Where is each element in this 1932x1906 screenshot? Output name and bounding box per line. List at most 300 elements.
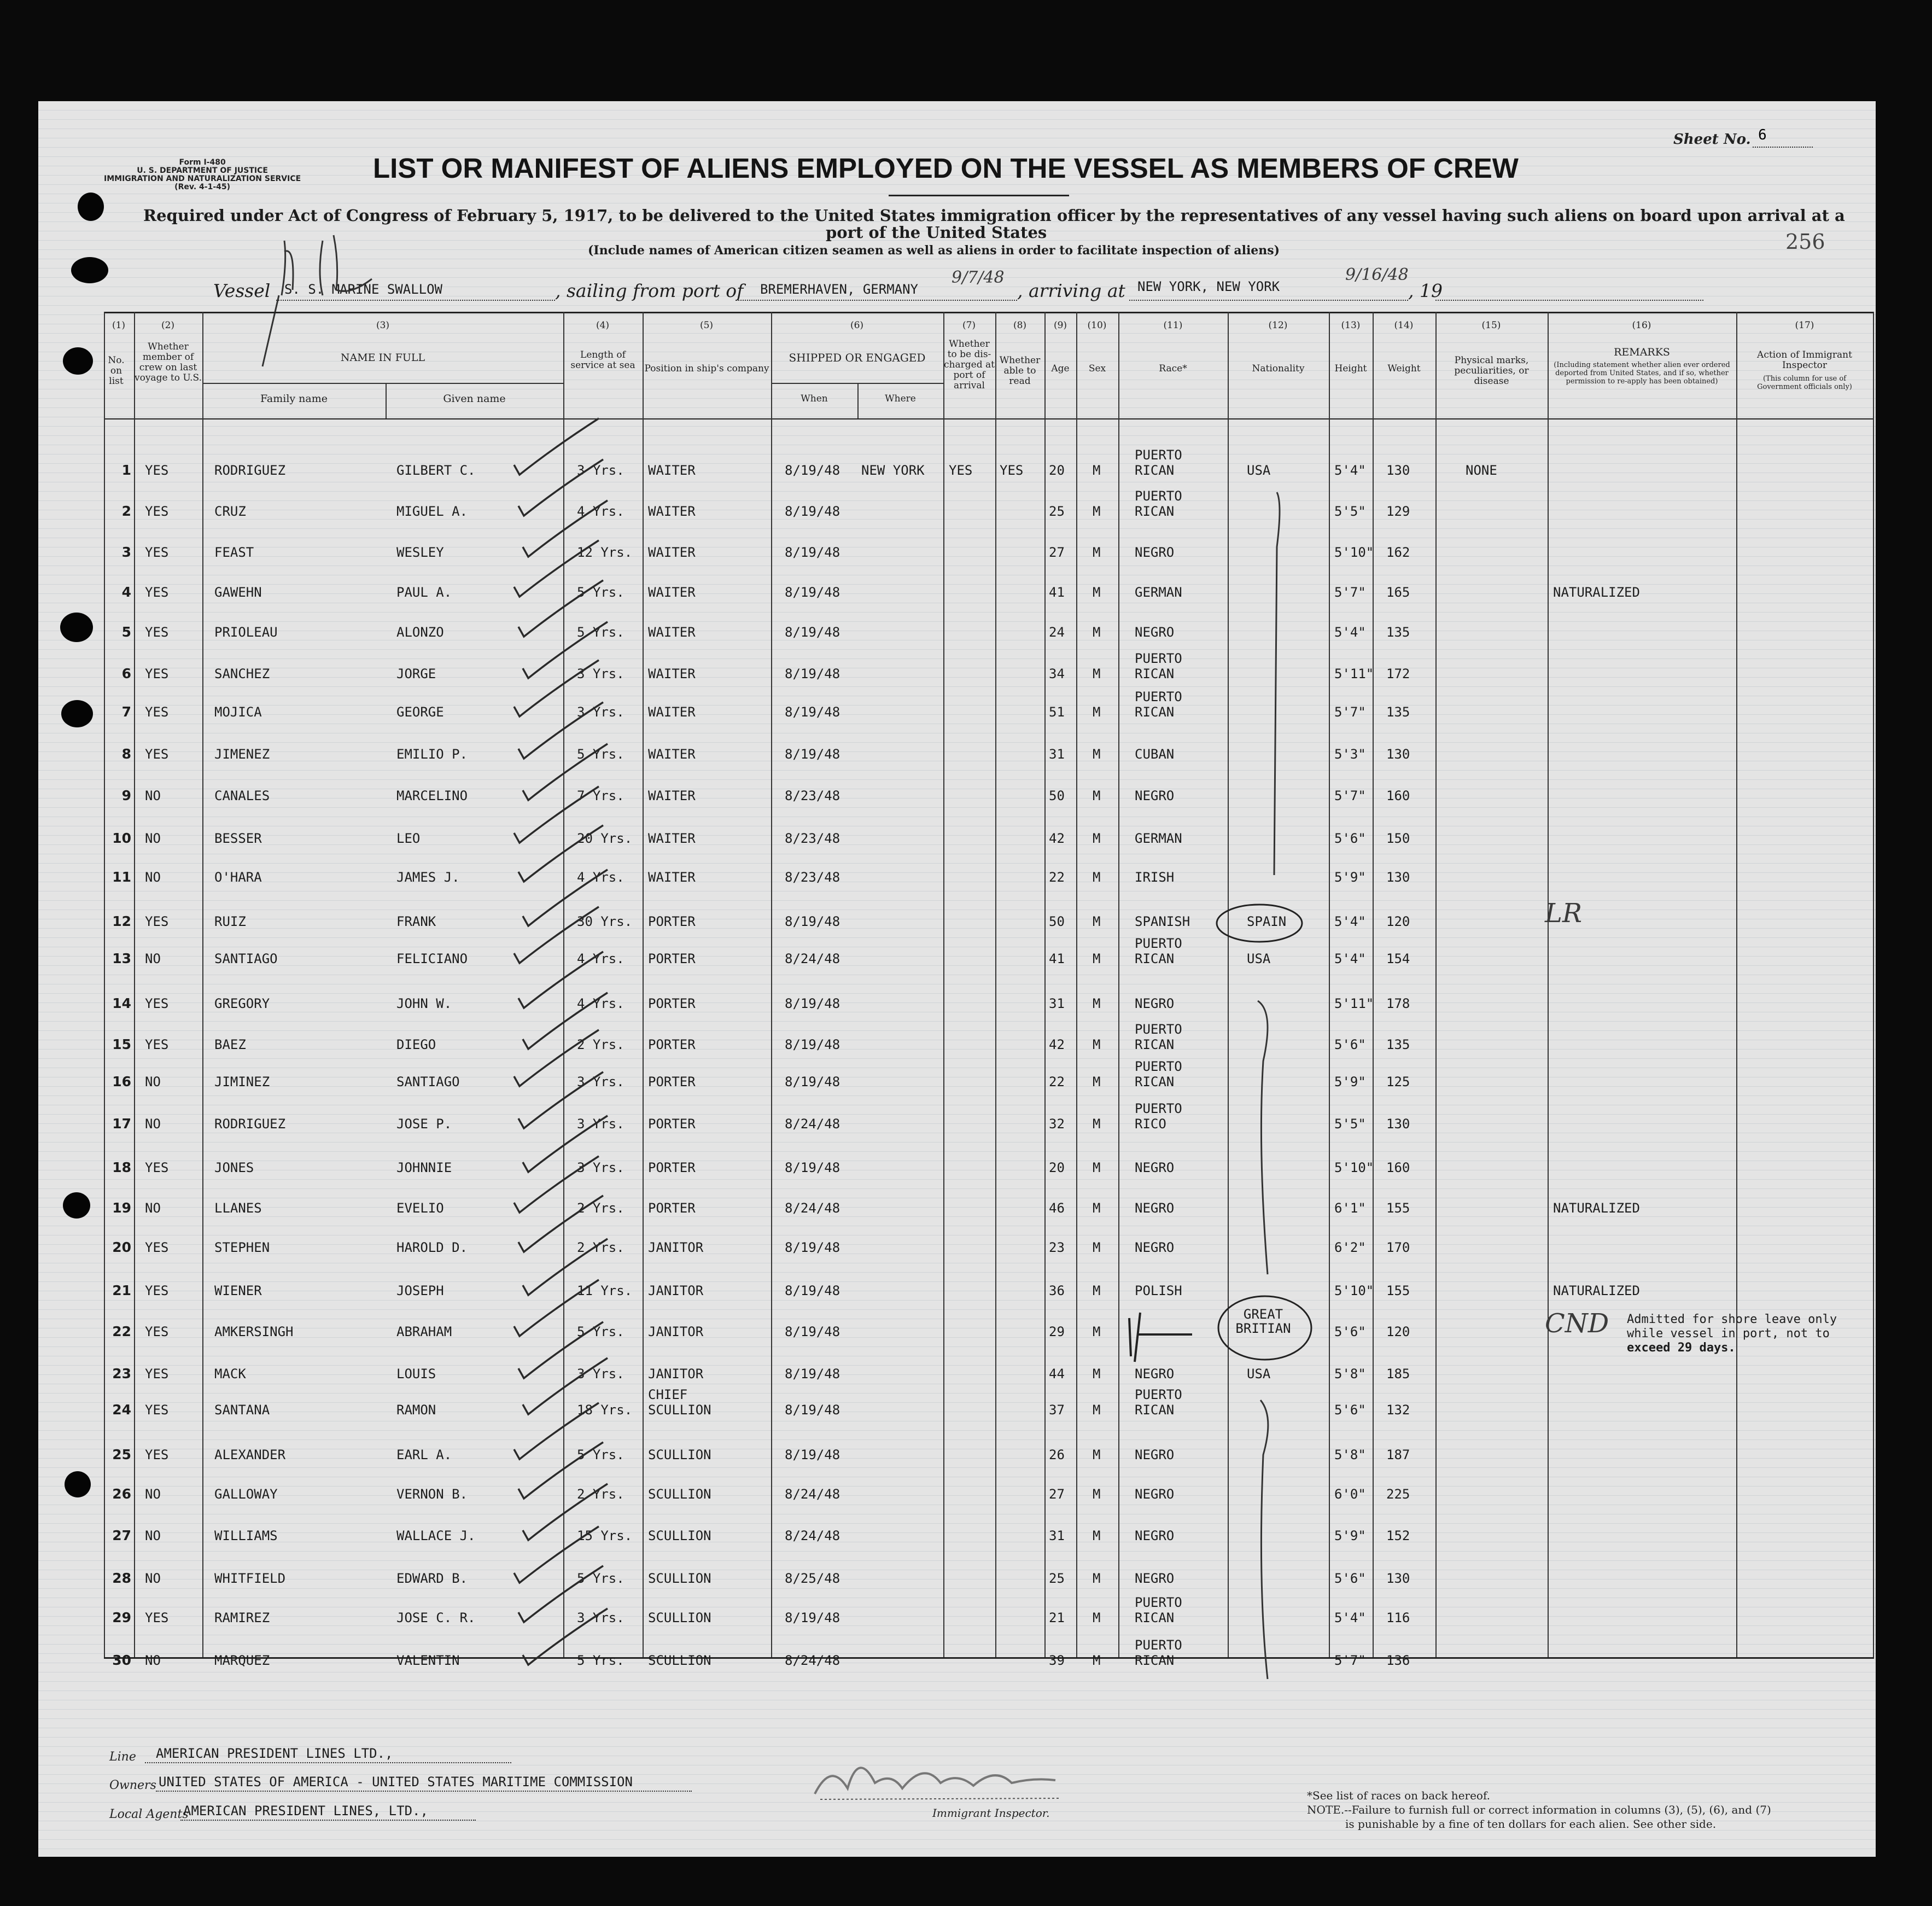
cell-last: NO (145, 1571, 161, 1586)
cell-service: 11 Yrs. (577, 1283, 633, 1298)
col-header-where: Where (885, 393, 916, 404)
cell-given: LEO (396, 831, 421, 846)
col-header-sex: Sex (1088, 363, 1106, 374)
requirement-line-1: Required under Act of Congress of February 5, 1917, to be delivered to the United States immigration officer by the representatives of any vessel having such aliens on board upon arrival at a (143, 206, 1845, 225)
cell-family: RODRIGUEZ (214, 463, 286, 478)
cell-when: 8/19/48 (785, 914, 840, 929)
page-number: 256 (1785, 230, 1825, 254)
cell-family: JIMENEZ (214, 747, 270, 762)
cell-no: 29 (112, 1610, 131, 1625)
agents-underline (180, 1820, 476, 1821)
agents-value: AMERICAN PRESIDENT LINES, LTD., (183, 1803, 428, 1818)
cell-race: PUERTO RICAN (1135, 447, 1182, 478)
cell-family: JONES (214, 1160, 254, 1175)
cell-when: 8/19/48 (785, 1366, 840, 1382)
cell-age: 42 (1049, 1037, 1065, 1052)
cell-sex: M (1093, 914, 1101, 929)
cell-family: MOJICA (214, 704, 262, 720)
cell-race: NEGRO (1135, 1160, 1175, 1175)
owners-label: Owners (109, 1779, 156, 1792)
cell-position: WAITER (648, 666, 696, 681)
arriving-port: NEW YORK, NEW YORK (1137, 279, 1280, 294)
cell-race: POLISH (1135, 1283, 1182, 1298)
cell-service: 3 Yrs. (577, 704, 624, 720)
cell-weight: 155 (1386, 1200, 1410, 1216)
cell-last: YES (145, 1240, 169, 1255)
cell-height: 5'4" (1334, 951, 1366, 966)
cell-height: 5'4" (1334, 625, 1366, 640)
cell-weight: 116 (1386, 1610, 1410, 1625)
note-text-1: --Failure to furnish full or correct information in columns (3), (5), (6), and (7) (1344, 1803, 1771, 1816)
cell-given: JOHNNIE (396, 1160, 452, 1175)
cell-race: NEGRO (1135, 996, 1175, 1011)
cell-given: FRANK (396, 914, 436, 929)
cell-when: 8/19/48 (785, 1037, 840, 1052)
column-number: (7) (962, 320, 976, 331)
cell-sex: M (1093, 1074, 1101, 1089)
cell-service: 18 Yrs. (577, 1402, 633, 1418)
col-header-inspector-sub: (This column for use of Government officials only) (1757, 375, 1852, 391)
cell-no: 6 (121, 666, 131, 681)
cell-service: 2 Yrs. (577, 1240, 624, 1255)
cell-height: 5'8" (1334, 1447, 1366, 1462)
cell-family: GALLOWAY (214, 1487, 278, 1502)
cell-sex: M (1093, 788, 1101, 803)
cell-weight: 130 (1386, 1571, 1410, 1586)
cell-nationality: SPAIN (1247, 914, 1287, 929)
cell-weight: 155 (1386, 1283, 1410, 1298)
cell-position: WAITER (648, 504, 696, 519)
cell-age: 20 (1049, 1160, 1065, 1175)
cell-race: GERMAN (1135, 585, 1182, 600)
cell-when: 8/19/48 (785, 504, 840, 519)
cell-race: PUERTO RICAN (1135, 936, 1182, 966)
cell-given: EVELIO (396, 1200, 444, 1216)
cell-height: 5'6" (1334, 1037, 1366, 1052)
cell-last: YES (145, 1447, 169, 1462)
cell-age: 24 (1049, 625, 1065, 640)
form-dept: U. S. DEPARTMENT OF JUSTICE (137, 166, 268, 175)
cell-height: 5'5" (1334, 504, 1366, 519)
cell-age: 44 (1049, 1366, 1065, 1382)
cell-race: NEGRO (1135, 1200, 1175, 1216)
cell-when: 8/24/48 (785, 1487, 840, 1502)
cell-height: 5'4" (1334, 1610, 1366, 1625)
cell-family: AMKERSINGH (214, 1324, 294, 1339)
arriving-label: , arriving at (1017, 280, 1125, 301)
cell-last: NO (145, 1200, 161, 1216)
column-number: (6) (850, 320, 864, 331)
cell-position: SCULLION (648, 1610, 711, 1625)
cell-height: 5'10" (1334, 545, 1374, 560)
cell-last: NO (145, 1074, 161, 1089)
cell-given: RAMON (396, 1402, 436, 1418)
cell-weight: 185 (1386, 1366, 1410, 1382)
cell-race: GERMAN (1135, 831, 1182, 846)
cell-when: 8/19/48 (785, 625, 840, 640)
cell-service: 2 Yrs. (577, 1200, 624, 1216)
column-number: (2) (161, 320, 175, 331)
cell-weight: 152 (1386, 1528, 1410, 1543)
cell-service: 5 Yrs. (577, 747, 624, 762)
cell-when: 8/24/48 (785, 1200, 840, 1216)
cell-position: WAITER (648, 831, 696, 846)
cell-marks: NONE (1466, 463, 1497, 478)
cell-position: JANITOR (648, 1240, 704, 1255)
cell-no: 23 (112, 1366, 131, 1382)
cell-no: 13 (112, 951, 131, 966)
cell-family: PRIOLEAU (214, 625, 278, 640)
cell-when: 8/19/48 (785, 585, 840, 600)
cell-when: 8/25/48 (785, 1571, 840, 1586)
cell-given: MIGUEL A. (396, 504, 468, 519)
cell-last: YES (145, 747, 169, 762)
cell-service: 2 Yrs. (577, 1487, 624, 1502)
cell-when: 8/19/48 (785, 463, 840, 478)
cell-position: PORTER (648, 1200, 696, 1216)
cell-no: 22 (112, 1324, 131, 1339)
cell-last: YES (145, 666, 169, 681)
cell-family: MACK (214, 1366, 246, 1382)
cell-position: SCULLION (648, 1653, 711, 1668)
cell-given: JOSE P. (396, 1116, 452, 1132)
sailing-date: 9/7/48 (952, 268, 1005, 287)
cell-family: GAWEHN (214, 585, 262, 600)
cell-age: 31 (1049, 996, 1065, 1011)
cell-when: 8/19/48 (785, 545, 840, 560)
cell-sex: M (1093, 1037, 1101, 1052)
cell-no: 18 (112, 1159, 131, 1175)
cell-given: SANTIAGO (396, 1074, 460, 1089)
cell-age: 22 (1049, 1074, 1065, 1089)
cell-sex: M (1093, 504, 1101, 519)
cell-service: 3 Yrs. (577, 1160, 624, 1175)
cell-service: 30 Yrs. (577, 914, 633, 929)
cell-race: PUERTO RICAN (1135, 1387, 1182, 1418)
cell-height: 5'9" (1334, 870, 1366, 885)
cell-weight: 135 (1386, 1037, 1410, 1052)
cell-no: 9 (121, 788, 131, 803)
cell-age: 29 (1049, 1324, 1065, 1339)
cell-no: 15 (112, 1036, 131, 1052)
cell-last: YES (145, 1610, 169, 1625)
cell-last: NO (145, 1653, 161, 1668)
cell-last: YES (145, 1324, 169, 1339)
cell-height: 5'6" (1334, 1324, 1366, 1339)
cell-height: 5'9" (1334, 1074, 1366, 1089)
races-note: *See list of races on back hereof. (1307, 1789, 1491, 1802)
cell-position: PORTER (648, 951, 696, 966)
cell-position: PORTER (648, 1074, 696, 1089)
column-number: (12) (1268, 320, 1288, 331)
cell-weight: 135 (1386, 625, 1410, 640)
cell-position: SCULLION (648, 1528, 711, 1543)
cell-sex: M (1093, 1610, 1101, 1625)
cell-sex: M (1093, 666, 1101, 681)
cell-service: 15 Yrs. (577, 1528, 633, 1543)
cell-no: 16 (112, 1074, 131, 1089)
cell-when: 8/23/48 (785, 831, 840, 846)
line-underline (145, 1762, 511, 1763)
cell-sex: M (1093, 1160, 1101, 1175)
cell-remarks: LR (1545, 898, 1583, 929)
cell-nationality: GREAT BRITIAN (1235, 1307, 1291, 1336)
column-number: (5) (699, 320, 714, 331)
cell-sex: M (1093, 1116, 1101, 1132)
cell-given: ALONZO (396, 625, 444, 640)
cell-age: 27 (1049, 1487, 1065, 1502)
cell-given: VALENTIN (396, 1653, 460, 1668)
col-header-shipped: SHIPPED OR ENGAGED (789, 351, 926, 364)
cell-age: 36 (1049, 1283, 1065, 1298)
cell-race: NEGRO (1135, 788, 1175, 803)
cell-race: PUERTO RICAN (1135, 651, 1182, 681)
cell-service: 20 Yrs. (577, 831, 633, 846)
cell-given: JORGE (396, 666, 436, 681)
page-title: LIST OR MANIFEST OF ALIENS EMPLOYED ON THE VESSEL AS MEMBERS OF CREW (373, 153, 1519, 184)
cell-given: LOUIS (396, 1366, 436, 1382)
cell-service: 5 Yrs. (577, 1571, 624, 1586)
cell-weight: 170 (1386, 1240, 1410, 1255)
sailing-port: BREMERHAVEN, GERMANY (760, 282, 918, 297)
note-label: NOTE. (1307, 1803, 1345, 1816)
cell-when: 8/19/48 (785, 666, 840, 681)
fine-note-2: is punishable by a fine of ten dollars for each alien. See other side. (1345, 1817, 1717, 1831)
cell-height: 5'5" (1334, 1116, 1366, 1132)
cell-remarks: NATURALIZED (1553, 585, 1640, 600)
cell-last: NO (145, 870, 161, 885)
cell-when: 8/19/48 (785, 704, 840, 720)
cell-last: YES (145, 625, 169, 640)
cell-no: 5 (121, 624, 131, 640)
column-number: (14) (1394, 320, 1414, 331)
row22-remark-typed-3: exceed 29 days. (1627, 1341, 1736, 1355)
column-number: (8) (1013, 320, 1027, 331)
cell-family: BESSER (214, 831, 262, 846)
cell-service: 4 Yrs. (577, 504, 624, 519)
cell-age: 34 (1049, 666, 1065, 681)
cell-when: 8/23/48 (785, 870, 840, 885)
col-header-remarks-sub: (Including statement whether alien ever ordered deported from United States, and if so, whether permission to re-apply has been obtained) (1554, 361, 1730, 386)
cell-when: 8/19/48 (785, 1610, 840, 1625)
cell-no: 26 (112, 1486, 131, 1502)
cell-height: 5'6" (1334, 831, 1366, 846)
cell-family: SANTANA (214, 1402, 270, 1418)
cell-weight: 160 (1386, 1160, 1410, 1175)
cell-age: 20 (1049, 463, 1065, 478)
cell-when: 8/19/48 (785, 1240, 840, 1255)
cell-last: YES (145, 1160, 169, 1175)
column-number: (10) (1087, 320, 1107, 331)
col-header-name: NAME IN FULL (340, 352, 425, 364)
cell-age: 22 (1049, 870, 1065, 885)
cell-when: 8/19/48 (785, 1160, 840, 1175)
cell-weight: 130 (1386, 463, 1410, 478)
cell-no: 3 (121, 544, 131, 560)
cell-height: 5'9" (1334, 1528, 1366, 1543)
cell-when: 8/24/48 (785, 951, 840, 966)
cell-height: 6'2" (1334, 1240, 1366, 1255)
cell-when: 8/24/48 (785, 1528, 840, 1543)
cell-height: 6'1" (1334, 1200, 1366, 1216)
column-number: (3) (376, 320, 390, 331)
cell-last: NO (145, 1116, 161, 1132)
cell-sex: M (1093, 951, 1101, 966)
cell-sex: M (1093, 870, 1101, 885)
cell-sex: M (1093, 1366, 1101, 1382)
cell-age: 51 (1049, 704, 1065, 720)
row22-remark-typed-1: Admitted for shore leave only (1627, 1313, 1837, 1326)
cell-position: PORTER (648, 1037, 696, 1052)
owners-value: UNITED STATES OF AMERICA - UNITED STATES MARITIME COMMISSION (159, 1774, 633, 1790)
cell-when: 8/19/48 (785, 1402, 840, 1418)
col-header-last-voyage: Whether member of crew on last voyage to U.S. (134, 341, 202, 383)
cell-last: YES (145, 585, 169, 600)
column-number: (13) (1341, 320, 1361, 331)
col-header-race: Race* (1159, 363, 1187, 374)
year-label: , 19 (1408, 280, 1443, 301)
cell-no: 24 (112, 1402, 131, 1418)
cell-height: 5'11" (1334, 996, 1374, 1011)
cell-weight: 154 (1386, 951, 1410, 966)
cell-height: 5'4" (1334, 914, 1366, 929)
cell-service: 3 Yrs. (577, 666, 624, 681)
cell-position: WAITER (648, 463, 696, 478)
cell-position: WAITER (648, 545, 696, 560)
cell-given: ABRAHAM (396, 1324, 452, 1339)
cell-weight: 178 (1386, 996, 1410, 1011)
cell-sex: M (1093, 1324, 1101, 1339)
cell-last: YES (145, 463, 169, 478)
col-header-given: Given name (443, 393, 506, 405)
cell-position: WAITER (648, 704, 696, 720)
cell-given: WALLACE J. (396, 1528, 476, 1543)
cell-no: 28 (112, 1570, 131, 1586)
cell-height: 5'7" (1334, 704, 1366, 720)
cell-height: 5'10" (1334, 1283, 1374, 1298)
cell-sex: M (1093, 1240, 1101, 1255)
cell-race: PUERTO RICO (1135, 1101, 1182, 1132)
cell-service: 4 Yrs. (577, 870, 624, 885)
cell-height: 5'7" (1334, 788, 1366, 803)
cell-age: 37 (1049, 1402, 1065, 1418)
cell-weight: 125 (1386, 1074, 1410, 1089)
cell-family: GREGORY (214, 996, 270, 1011)
cell-weight: 136 (1386, 1653, 1410, 1668)
cell-last: YES (145, 704, 169, 720)
cell-height: 5'7" (1334, 1653, 1366, 1668)
cell-race: PUERTO RICAN (1135, 1637, 1182, 1668)
owners-underline (156, 1791, 692, 1792)
cell-position: PORTER (648, 1160, 696, 1175)
cell-height: 5'8" (1334, 1366, 1366, 1382)
cell-last: YES (145, 914, 169, 929)
col-header-no: No. on list (108, 355, 125, 387)
cell-family: WIENER (214, 1283, 262, 1298)
cell-sex: M (1093, 1653, 1101, 1668)
cell-race: SPANISH (1135, 914, 1190, 929)
cell-position: PORTER (648, 996, 696, 1011)
col-header-marks: Physical marks, peculiarities, or disease (1454, 355, 1529, 387)
cell-no: 11 (112, 869, 131, 885)
fine-note-1 (1307, 1803, 1771, 1817)
column-number: (15) (1481, 320, 1501, 331)
cell-height: 5'6" (1334, 1402, 1366, 1418)
cell-weight: 130 (1386, 747, 1410, 762)
col-header-service: Length of service at sea (570, 349, 635, 371)
cell-age: 32 (1049, 1116, 1065, 1132)
cell-given: JOHN W. (396, 996, 452, 1011)
cell-height: 5'3" (1334, 747, 1366, 762)
cell-service: 3 Yrs. (577, 1366, 624, 1382)
cell-weight: 187 (1386, 1447, 1410, 1462)
col-header-age: Age (1051, 363, 1070, 374)
cell-given: WESLEY (396, 545, 444, 560)
cell-age: 31 (1049, 1528, 1065, 1543)
cell-sex: M (1093, 1571, 1101, 1586)
form-service: IMMIGRATION AND NATURALIZATION SERVICE (104, 174, 301, 183)
cell-age: 50 (1049, 914, 1065, 929)
cell-given: HAROLD D. (396, 1240, 468, 1255)
cell-family: JIMINEZ (214, 1074, 270, 1089)
cell-position: JANITOR (648, 1366, 704, 1382)
cell-sex: M (1093, 625, 1101, 640)
cell-service: 5 Yrs. (577, 625, 624, 640)
cell-sex: M (1093, 1528, 1101, 1543)
col-header-read: Whether able to read (999, 355, 1041, 387)
cell-race: PUERTO RICAN (1135, 1595, 1182, 1625)
cell-given: GILBERT C. (396, 463, 476, 478)
cell-height: 5'6" (1334, 1571, 1366, 1586)
cell-family: STEPHEN (214, 1240, 270, 1255)
cell-given: EDWARD B. (396, 1571, 468, 1586)
include-note: (Include names of American citizen seamen as well as aliens in order to facilitate inspection of aliens) (588, 243, 1280, 258)
cell-remarks: NATURALIZED (1553, 1200, 1640, 1216)
cell-family: FEAST (214, 545, 254, 560)
col-header-discharged: Whether to be dis-charged at port of arrival (944, 339, 995, 391)
cell-service: 3 Yrs. (577, 1074, 624, 1089)
cell-position: WAITER (648, 585, 696, 600)
cell-race: CUBAN (1135, 747, 1175, 762)
cell-race: PUERTO RICAN (1135, 488, 1182, 519)
cell-last: NO (145, 951, 161, 966)
cell-race: NEGRO (1135, 1240, 1175, 1255)
cell-given: JOSE C. R. (396, 1610, 476, 1625)
cell-when: 8/24/48 (785, 1653, 840, 1668)
cell-height: 5'10" (1334, 1160, 1374, 1175)
cell-family: WHITFIELD (214, 1571, 286, 1586)
cell-age: 25 (1049, 504, 1065, 519)
cell-family: BAEZ (214, 1037, 246, 1052)
cell-height: 6'0" (1334, 1487, 1366, 1502)
cell-family: CANALES (214, 788, 270, 803)
cell-no: 25 (112, 1447, 131, 1462)
cell-service: 7 Yrs. (577, 788, 624, 803)
cell-service: 3 Yrs. (577, 1610, 624, 1625)
cell-family: LLANES (214, 1200, 262, 1216)
cell-position: WAITER (648, 788, 696, 803)
cell-race: NEGRO (1135, 1447, 1175, 1462)
cell-service: 12 Yrs. (577, 545, 633, 560)
cell-position: SCULLION (648, 1571, 711, 1586)
cell-given: PAUL A. (396, 585, 452, 600)
arriving-date: 9/16/48 (1345, 265, 1409, 284)
cell-last: YES (145, 1037, 169, 1052)
cell-sex: M (1093, 463, 1101, 478)
cell-family: SANTIAGO (214, 951, 278, 966)
inspector-label: Immigrant Inspector. (932, 1806, 1050, 1820)
cell-given: VERNON B. (396, 1487, 468, 1502)
